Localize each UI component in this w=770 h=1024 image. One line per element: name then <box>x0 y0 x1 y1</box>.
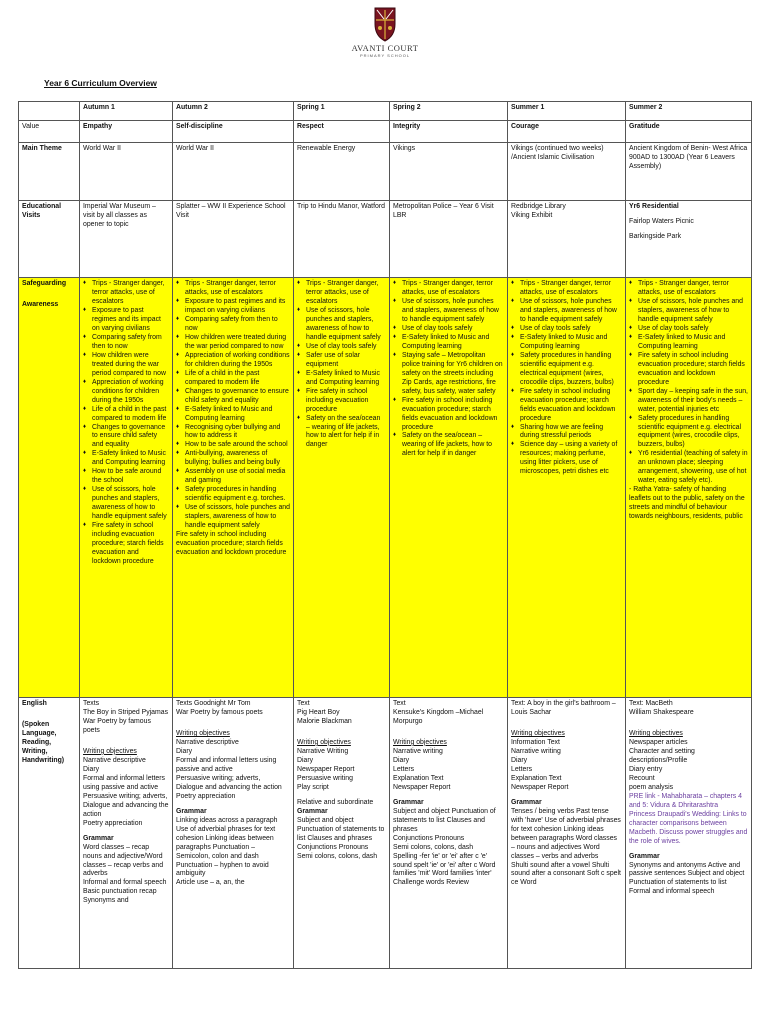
writing-objective-item: Diary <box>393 756 410 764</box>
main-theme-row <box>19 143 752 201</box>
writing-objective-item: Diary <box>297 756 314 764</box>
safeguarding-item: ♦ Trips - Stranger danger, terror attacks, use of escalators <box>297 280 386 307</box>
safeguarding-item: ♦ Comparing safety from then to now <box>176 316 290 334</box>
theme-cell: World War II <box>80 143 173 201</box>
school-subtitle: PRIMARY SCHOOL <box>359 53 411 58</box>
safeguarding-item: ♦ Fire safety in school including evacuation procedure <box>297 388 386 415</box>
grammar-item: Informal and formal speech Basic punctuation recap <box>83 879 167 896</box>
writing-objective-item: Letters <box>393 765 415 773</box>
safeguarding-item: ♦ Safety on the sea/ocean – wearing of life jackets, how to alert for help if in danger <box>393 432 504 459</box>
writing-objective-item: Poetry appreciation <box>176 792 236 800</box>
safeguarding-note: Fire safety in school including evacuation procedure; starch fields evacuation and lockdown procedure <box>176 531 287 557</box>
writing-objective-item: Formal and informal letters using passive and active <box>83 774 165 791</box>
safeguarding-item: ♦ Fire safety in school including evacuation procedure; starch fields evacuation and lockdown procedure <box>83 522 169 567</box>
safeguarding-cell <box>80 278 173 698</box>
writing-objectives-heading: Writing objectives <box>176 729 230 737</box>
safeguarding-item: ♦ How to be safe around the school <box>176 441 290 450</box>
school-logo <box>330 6 440 74</box>
crest-icon <box>373 6 397 42</box>
writing-objective-item: Persuasive writing <box>297 774 353 782</box>
safeguarding-item: ♦ Life of a child in the past compared to modern life <box>83 406 169 424</box>
visit-line: Fairlop Waters Picnic <box>629 217 694 225</box>
safeguarding-cell <box>508 278 626 698</box>
safeguarding-item: ♦ Appreciation of working conditions for children during the 1950s <box>83 379 169 406</box>
grammar-item: Challenge words Review <box>393 879 469 887</box>
writing-objective-item: Letters <box>511 765 533 773</box>
writing-objectives-heading: Writing objectives <box>83 747 137 755</box>
grammar-item: Subject and object <box>297 816 354 824</box>
english-text-line: Kensuke's Kingdom –Michael Morpurgo <box>393 708 484 725</box>
school-name: AVANTI COURT <box>351 43 419 53</box>
safeguarding-item: ♦ Use of scissors, hole punches and staplers, awareness of how to handle equipment safely <box>83 486 169 522</box>
visit-line: Redbridge Library <box>511 203 566 210</box>
grammar-item: Article use – a, an, the <box>176 879 245 887</box>
safeguarding-item: ♦ Fire safety in school including evacuation procedure; starch fields evacuation and lockdown procedure <box>393 397 504 433</box>
safeguarding-item: ♦ Trips - Stranger danger, terror attacks, use of escalators <box>629 280 748 298</box>
safeguarding-item: ♦ Use of scissors, hole punches and staplers, awareness of how to handle equipment safely <box>629 298 748 325</box>
safeguarding-item: ♦ Comparing safety from then to now <box>83 334 169 352</box>
grammar-item: Tenses / being verbs Past tense with 'have' Use of adverbial phrases for text cohesion Linking ideas between paragraphs Word classes – nouns and adjectives Word classes – verbs and adverbs <box>511 807 621 860</box>
english-row <box>19 698 752 969</box>
safeguarding-item: ♦ E-Safety linked to Music and Computing learning <box>629 334 748 352</box>
english-text-line: William Shakespeare <box>629 708 694 716</box>
writing-objective-item: Diary <box>176 747 193 755</box>
writing-objective-item: Diary entry <box>629 765 663 773</box>
safeguarding-item: ♦ How children were treated during the war period compared to now <box>83 352 169 379</box>
row-label-safeguarding <box>19 278 80 698</box>
writing-objective-item: Diary <box>511 756 528 764</box>
safeguarding-item: ♦ Assembly on use of social media and gaming <box>176 468 290 486</box>
safeguarding-item: ♦ Anti-bullying, awareness of bullying; bullies and being bully <box>176 450 290 468</box>
writing-objective-item: Recount <box>629 774 655 782</box>
writing-objectives-heading: Writing objectives <box>393 738 447 746</box>
english-text-line: War Poetry by famous poets <box>83 717 151 734</box>
grammar-item: Spelling -fer 'ie' or 'ei' after c 'e' sound spelt 'ie' or 'ei' after c Word families 'mit' Word families 'inter' <box>393 852 496 878</box>
safeguarding-item: ♦ Trips - Stranger danger, terror attacks, use of escalators <box>511 280 622 298</box>
english-text-line: Pig Heart Boy <box>297 708 340 716</box>
safeguarding-item: ♦ Use of clay tools safely <box>297 343 386 352</box>
safeguarding-item: ♦ Safety on the sea/ocean – wearing of life jackets, how to alert for help if in danger <box>297 415 386 451</box>
safeguarding-item: ♦ Yr6 residential (teaching of safety in an unknown place; sleeping arrangement, showering, use of hot water, eating safely etc). <box>629 450 748 486</box>
term-spring-1: Spring 1 <box>294 102 390 121</box>
safeguarding-item: ♦ Use of scissors, hole punches and staplers, awareness of how to handle equipment safely <box>297 307 386 343</box>
english-text-line: War Poetry by famous poets <box>176 708 263 716</box>
safeguarding-row <box>19 278 752 698</box>
theme-cell: Renewable Energy <box>294 143 390 201</box>
safeguarding-item: ♦ E-Safety linked to Music and Computing learning <box>393 334 504 352</box>
english-text-line: The Boy in Striped Pyjamas <box>83 708 169 716</box>
theme-cell: Ancient Kingdom of Benin- West Africa 900AD to 1300AD (Year 6 Leavers Assembly) <box>626 143 752 201</box>
grammar-item: Semi colons, colons, dash <box>297 852 378 860</box>
safeguarding-cell <box>173 278 294 698</box>
writing-objective-item: Narrative writing <box>511 747 561 755</box>
term-summer-2: Summer 2 <box>626 102 752 121</box>
theme-cell: Vikings (continued two weeks) /Ancient Islamic Civilisation <box>508 143 626 201</box>
safeguarding-item: ♦ Trips - Stranger danger, terror attacks, use of escalators <box>83 280 169 307</box>
grammar-heading: Grammar <box>511 798 542 806</box>
row-label-english <box>19 698 80 969</box>
writing-objective-item: Narrative Writing <box>297 747 349 755</box>
value-row <box>19 121 752 143</box>
safeguarding-item: ♦ Use of clay tools safely <box>629 325 748 334</box>
safeguarding-item: ♦ Use of scissors, hole punches and staplers, awareness of how to handle equipment safely <box>393 298 504 325</box>
grammar-heading: Grammar <box>297 807 328 815</box>
visit-line: Barkingside Park <box>629 232 682 240</box>
grammar-item: Conjunctions Pronouns <box>393 834 465 842</box>
page-title: Year 6 Curriculum Overview <box>44 78 157 88</box>
visit-cell: Splatter – WW II Experience School Visit <box>173 201 294 278</box>
safeguarding-item: ♦ Sport day – keeping safe in the sun, awareness of their body's needs – water, potential injuries etc <box>629 388 748 415</box>
term-autumn-2: Autumn 2 <box>173 102 294 121</box>
safeguarding-item: ♦ Fire safety in school including evacuation procedure; starch fields evacuation and lockdown procedure <box>629 352 748 388</box>
writing-objective-item: Newspaper articles <box>629 738 688 746</box>
writing-objective-item: Narrative descriptive <box>83 756 146 764</box>
safeguarding-item: ♦ Trips - Stranger danger, terror attacks, use of escalators <box>393 280 504 298</box>
safeguarding-item: ♦ E-Safety linked to Music and Computing learning <box>176 406 290 424</box>
visit-line: Viking Exhibit <box>511 211 553 219</box>
writing-objective-item: Newspaper Report <box>393 783 451 791</box>
english-sublabel: (Spoken Language, Reading, Writing, Handwriting) <box>22 720 65 764</box>
safeguarding-item: ♦ Safer use of solar equipment <box>297 352 386 370</box>
writing-objective-item: Persuasive writing; adverts, <box>176 774 261 782</box>
writing-objective-item: Relative and subordinate <box>297 798 374 806</box>
pre-link-note: Princess Draupadi's Wedding: Links to character comparisons between Macbeth. Discuss power struggles and the role of wives. <box>629 810 748 845</box>
writing-objective-item: Newspaper Report <box>297 765 355 773</box>
writing-objective-item: Persuasive writing; adverts, Dialogue and advancing the action <box>83 792 169 818</box>
writing-objectives-heading: Writing objectives <box>297 738 351 746</box>
safeguarding-item: ♦ How children were treated during the war period compared to now <box>176 334 290 352</box>
english-text-line: Text: A boy in the girl's bathroom – Louis Sachar <box>511 700 616 716</box>
writing-objective-item: Information Text <box>511 738 560 746</box>
safeguarding-item: ♦ E-Safety linked to Music and Computing learning <box>297 370 386 388</box>
english-cell <box>390 698 508 969</box>
visit-cell <box>626 201 752 278</box>
safeguarding-label: Safeguarding <box>22 280 67 287</box>
value-cell: Gratitude <box>626 121 752 143</box>
visit-cell: Trip to Hindu Manor, Watford <box>294 201 390 278</box>
english-cell <box>626 698 752 969</box>
safeguarding-item: ♦ Safety procedures in handling scientific equipment e.g. electrical equipment (wires, crocodile clips, buzzers, bulbs) <box>629 415 748 451</box>
english-cell <box>294 698 390 969</box>
writing-objective-item: Explanation Text <box>511 774 562 782</box>
safeguarding-item: ♦ Appreciation of working conditions for children during the 1950s <box>176 352 290 370</box>
grammar-item: Semi colons, colons, dash <box>393 843 474 851</box>
safeguarding-item: ♦ Exposure to past regimes and its impact on varying civilians <box>83 307 169 334</box>
value-cell: Empathy <box>80 121 173 143</box>
safeguarding-item: ♦ Changes to governance to ensure child safety and equality <box>83 424 169 451</box>
safeguarding-item: ♦ Science day – using a variety of resources; making perfume, using litter pickers, use of microscopes, petri dishes etc <box>511 441 622 477</box>
safeguarding-note: - Ratha Yatra- safety of handing leaflets out to the public, safety on the streets and mindful of behaviour towards neighbours, residents, public <box>629 486 745 521</box>
safeguarding-item: ♦ Staying safe – Metropolitan police training for Yr6 children on safety on the streets including Zip Cards, age restrictions, fire safety, bus safety, water safety <box>393 352 504 397</box>
safeguarding-item: ♦ Fire safety in school including evacuation procedure; starch fields evacuation and lockdown procedure <box>511 388 622 424</box>
curriculum-table <box>18 101 752 969</box>
writing-objectives-heading: Writing objectives <box>629 729 683 737</box>
writing-objective-item: poem analysis <box>629 783 674 791</box>
grammar-item: Synonyms and <box>83 897 129 905</box>
writing-objective-item: Formal and informal letters using passive and active <box>176 756 277 773</box>
english-text-line: Text: MacBeth <box>629 700 673 707</box>
english-text-line: Texts <box>83 700 100 707</box>
english-text-line: Malorie Blackman <box>297 717 352 725</box>
safeguarding-item: ♦ Exposure to past regimes and its impact on varying civilians <box>176 298 290 316</box>
term-autumn-1: Autumn 1 <box>80 102 173 121</box>
grammar-item: Punctuation – hyphen to avoid ambiguity <box>176 861 269 878</box>
english-cell <box>80 698 173 969</box>
english-text-line: Text <box>297 700 310 707</box>
writing-objective-item: Play script <box>297 783 329 791</box>
visit-cell <box>508 201 626 278</box>
writing-objective-item: Explanation Text <box>393 774 444 782</box>
grammar-item: Formal and informal speech <box>629 888 715 896</box>
safeguarding-item: ♦ E-Safety linked to Music and Computing learning <box>83 450 169 468</box>
theme-cell: World War II <box>173 143 294 201</box>
visit-line: Yr6 Residential <box>629 203 679 210</box>
visit-cell: Metropolitan Police – Year 6 Visit LBR <box>390 201 508 278</box>
writing-objective-item: Newspaper Report <box>511 783 569 791</box>
safeguarding-item: ♦ Use of scissors, hole punches and staplers, awareness of how to handle equipment safely <box>511 298 622 325</box>
safeguarding-item: ♦ Safety procedures in handling scientific equipment e.g. torches. <box>176 486 290 504</box>
safeguarding-item: ♦ Recognising cyber bullying and how to address it <box>176 424 290 442</box>
row-label-visits: Educational Visits <box>19 201 80 278</box>
safeguarding-item: ♦ Changes to governance to ensure child safety and equality <box>176 388 290 406</box>
writing-objectives-heading: Writing objectives <box>511 729 565 737</box>
row-label-value: Value <box>19 121 80 143</box>
safeguarding-item: ♦ E-Safety linked to Music and Computing learning <box>511 334 622 352</box>
safeguarding-cell <box>294 278 390 698</box>
header-blank <box>19 102 80 121</box>
term-summer-1: Summer 1 <box>508 102 626 121</box>
safeguarding-item: ♦ Safety procedures in handling scientific equipment e.g. electrical equipment (wires, crocodile clips, buzzers, bulbs) <box>511 352 622 388</box>
theme-cell: Vikings <box>390 143 508 201</box>
grammar-item: Synonyms and antonyms Active and passive sentences Subject and object Punctuation of statements to list <box>629 861 745 887</box>
visit-cell: Imperial War Museum – visit by all classes as opener to topic <box>80 201 173 278</box>
safeguarding-item: ♦ Trips - Stranger danger, terror attacks, use of escalators <box>176 280 290 298</box>
pre-link-note: PRE link - Mahabharata – chapters 4 and 5: Vidura & Dhritarashtra <box>629 792 742 809</box>
educational-visits-row <box>19 201 752 278</box>
grammar-item: Punctuation of statements to list Clauses and phrases <box>297 825 385 842</box>
grammar-item: Word classes – recap nouns and adjective/Word classes – recap verbs and adverbs <box>83 843 164 878</box>
safeguarding-cell <box>626 278 752 698</box>
grammar-heading: Grammar <box>629 852 660 860</box>
value-cell: Respect <box>294 121 390 143</box>
english-cell <box>173 698 294 969</box>
writing-objective-item: Narrative writing <box>393 747 443 755</box>
safeguarding-item: ♦ Use of scissors, hole punches and staplers, awareness of how to handle equipment safely <box>176 504 290 531</box>
safeguarding-item: ♦ How to be safe around the school <box>83 468 169 486</box>
awareness-label: Awareness <box>22 300 59 308</box>
grammar-heading: Grammar <box>83 834 114 842</box>
english-cell <box>508 698 626 969</box>
writing-objective-item: Dialogue and advancing the action <box>176 783 282 791</box>
writing-objective-item: Character and setting descriptions/Profile <box>629 747 695 764</box>
writing-objective-item: Diary <box>83 765 100 773</box>
value-cell: Integrity <box>390 121 508 143</box>
writing-objective-item: Narrative descriptive <box>176 738 239 746</box>
grammar-item: Conjunctions Pronouns <box>297 843 369 851</box>
grammar-item: Linking ideas across a paragraph Use of adverbial phrases for text cohesion Linking ideas between paragraphs Punctuation – Semicolon, colon and dash <box>176 816 278 860</box>
english-text-line: Texts Goodnight Mr Tom <box>176 700 251 707</box>
safeguarding-item: ♦ Use of clay tools safely <box>393 325 504 334</box>
writing-objective-item: Poetry appreciation <box>83 819 143 827</box>
safeguarding-item: ♦ Sharing how we are feeling during stressful periods <box>511 424 622 442</box>
safeguarding-cell <box>390 278 508 698</box>
grammar-item: Shulti sound after a vowel Shulti sound after a consonant Soft c spelt ce Word <box>511 861 621 887</box>
row-label-main-theme: Main Theme <box>19 143 80 201</box>
value-cell: Courage <box>508 121 626 143</box>
english-label: English <box>22 700 47 707</box>
term-spring-2: Spring 2 <box>390 102 508 121</box>
grammar-heading: Grammar <box>176 807 207 815</box>
grammar-item: Subject and object Punctuation of statements to list Clauses and phrases <box>393 807 496 833</box>
safeguarding-item: ♦ Use of clay tools safely <box>511 325 622 334</box>
safeguarding-item: ♦ Life of a child in the past compared to modern life <box>176 370 290 388</box>
english-text-line: Text <box>393 700 406 707</box>
value-cell: Self-discipline <box>173 121 294 143</box>
term-header-row <box>19 102 752 121</box>
grammar-heading: Grammar <box>393 798 424 806</box>
